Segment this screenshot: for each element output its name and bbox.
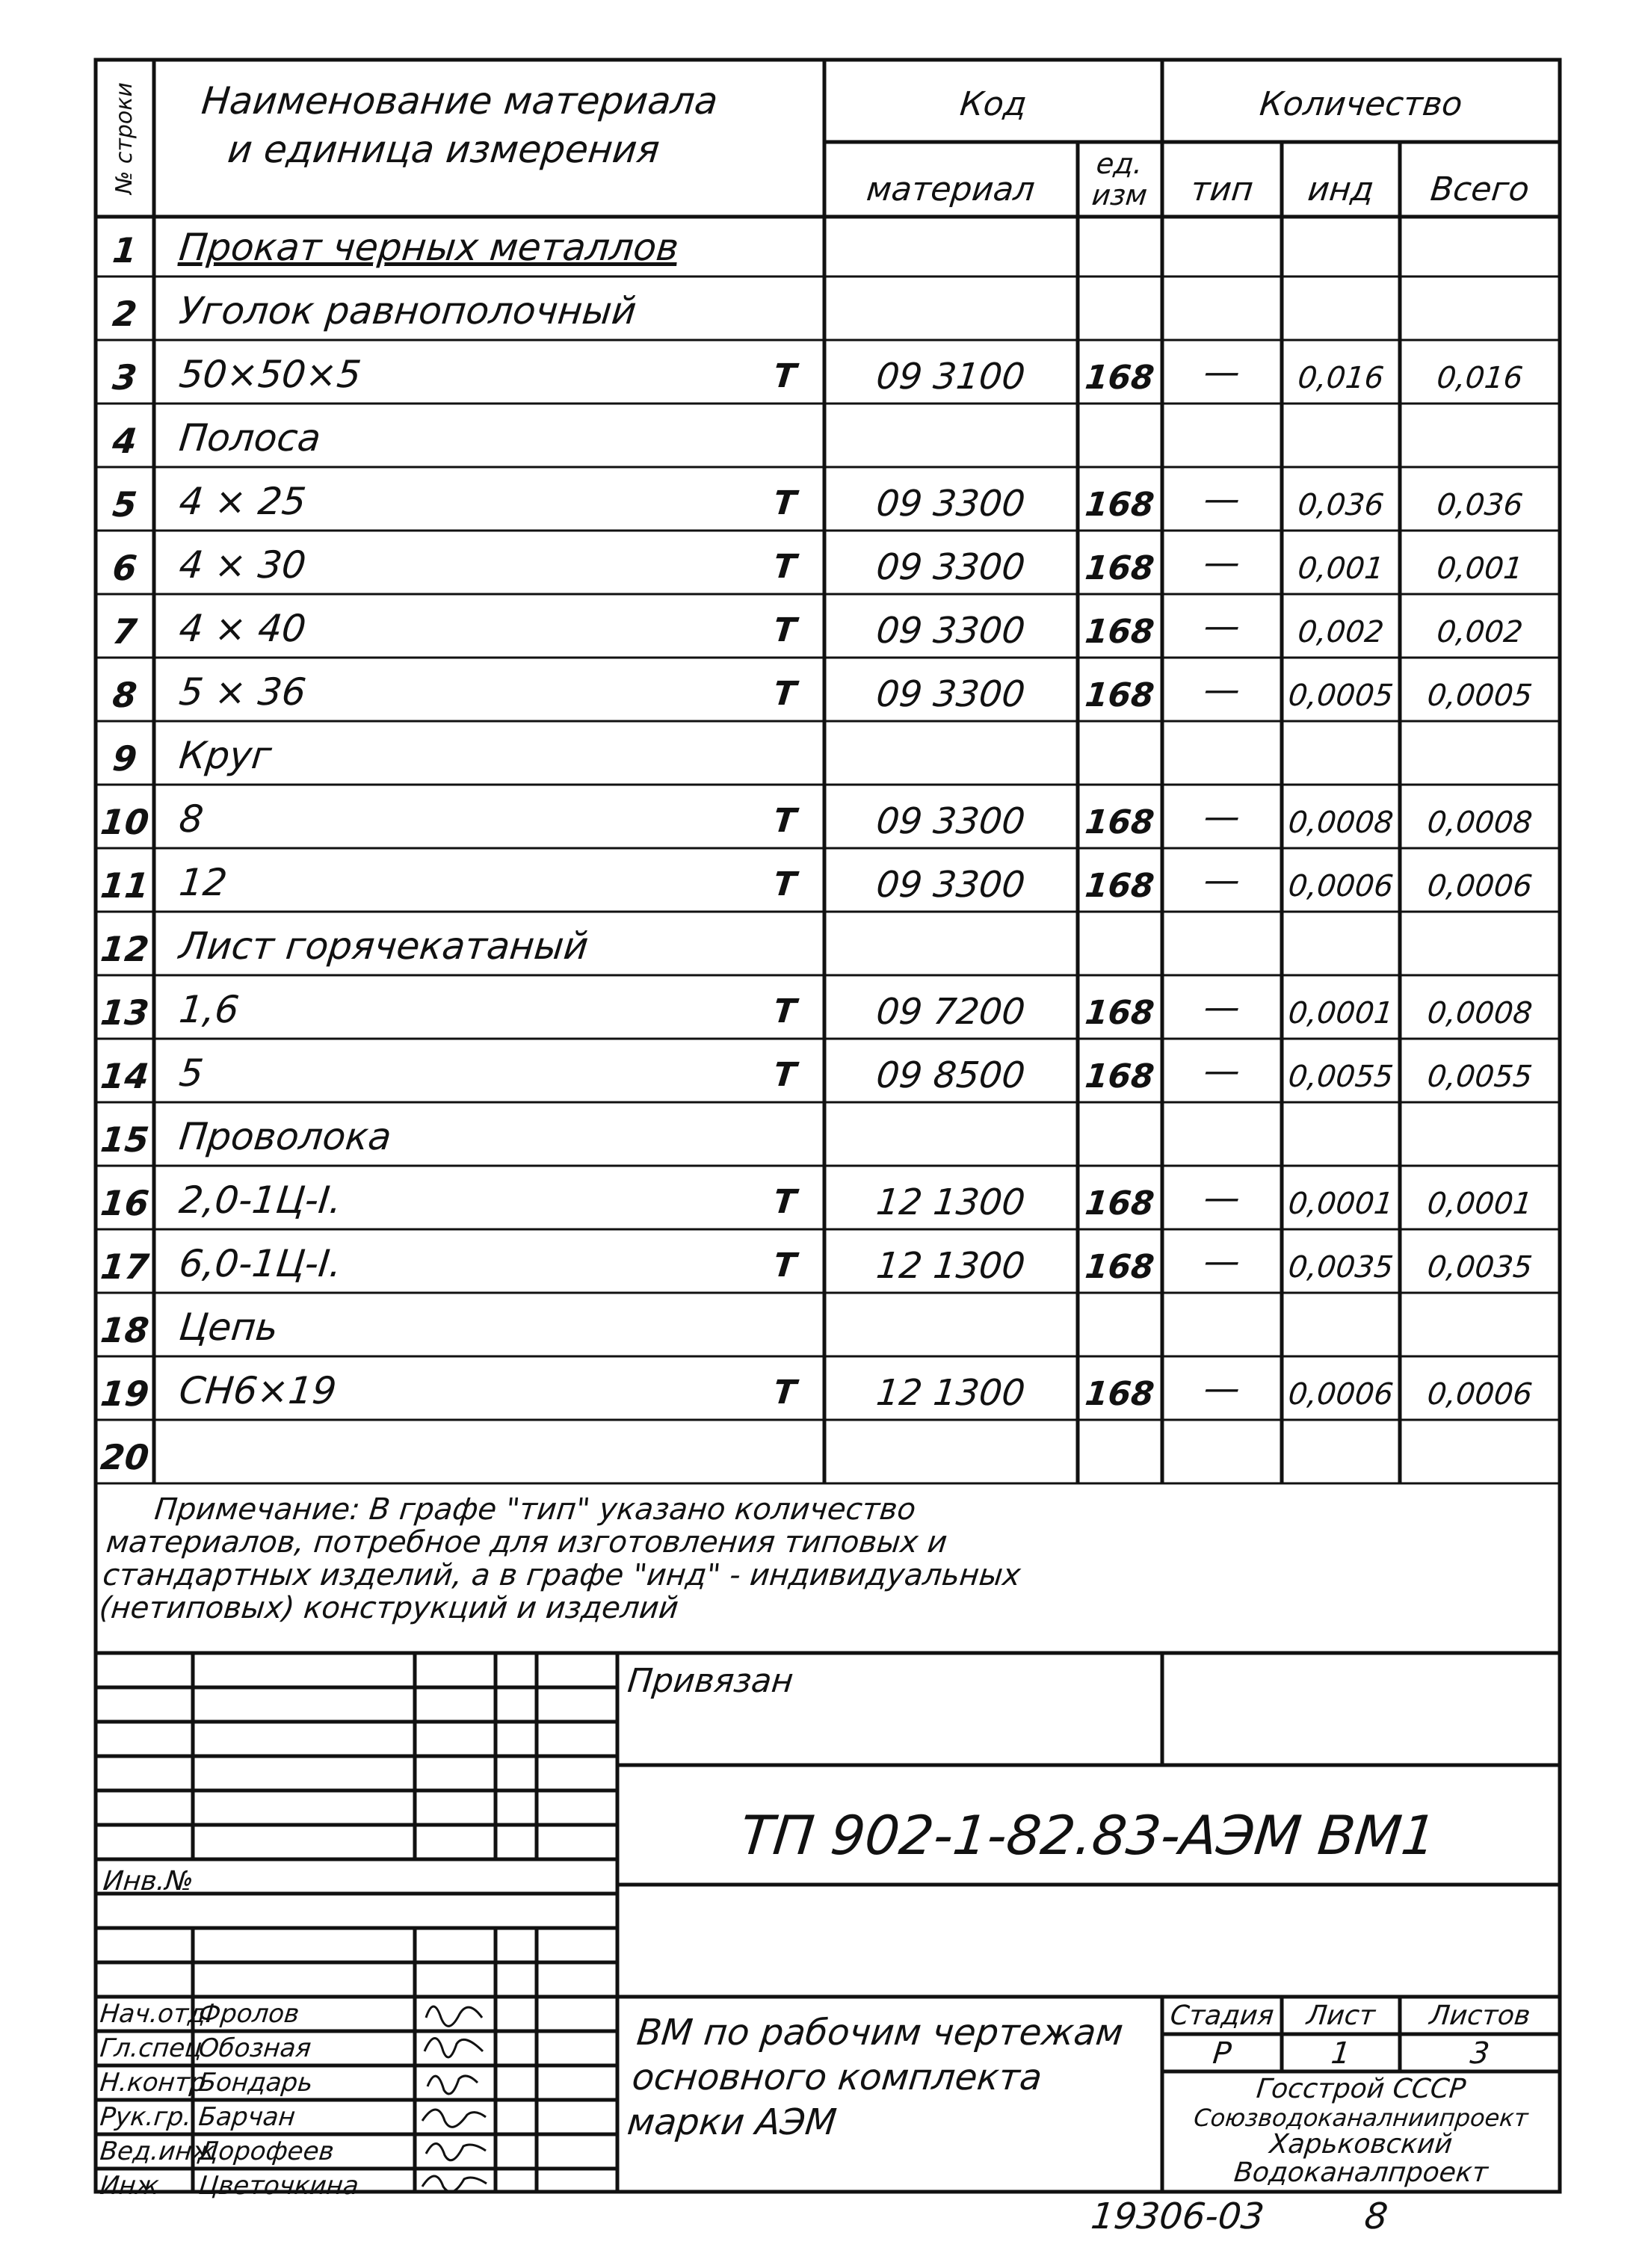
row-number: 15 xyxy=(99,1119,151,1160)
quantity-individual: 0,0006 xyxy=(1286,869,1395,903)
material-name: 1,6 xyxy=(176,988,241,1031)
quantity-individual: 0,0035 xyxy=(1286,1250,1395,1285)
row-number: 8 xyxy=(111,675,139,715)
material-name: 2,0-1Ц-I. xyxy=(176,1178,344,1222)
quantity-individual: 0,0001 xyxy=(1286,1187,1395,1221)
bound-to-label: Привязан xyxy=(626,1662,795,1700)
row-number: 9 xyxy=(111,738,139,779)
row-number-header: № строки xyxy=(111,82,138,194)
row-number: 13 xyxy=(99,992,151,1033)
material-code: 12 1300 xyxy=(874,1372,1028,1414)
organization-line3: Харьковский xyxy=(1268,2129,1454,2160)
row-number: 2 xyxy=(111,294,139,334)
signature-role: Гл.спец xyxy=(98,2033,204,2063)
quantity-individual: 0,0008 xyxy=(1286,806,1395,840)
page-number: 8 xyxy=(1362,2196,1390,2237)
material-code: 09 3100 xyxy=(874,356,1028,398)
signature-name: Бондарь xyxy=(197,2068,315,2098)
row-number: 1 xyxy=(111,230,139,271)
quantity-individual: 0,0006 xyxy=(1286,1377,1395,1412)
unit-code: 168 xyxy=(1083,676,1156,714)
material-name: 4 × 30 xyxy=(176,543,309,587)
quantity-total: 0,0006 xyxy=(1425,869,1534,903)
sheets-label: Листов xyxy=(1428,2000,1532,2031)
material-name: Круг xyxy=(176,734,274,777)
name-header-line1: Наименование материала xyxy=(199,79,720,123)
signature-role: Инж xyxy=(98,2171,161,2201)
material-name: 5 xyxy=(176,1051,206,1095)
unit-code: 168 xyxy=(1083,867,1156,905)
material-code: 12 1300 xyxy=(874,1245,1028,1287)
stage-value: Р xyxy=(1211,2036,1233,2071)
material-unit: Т xyxy=(771,1374,798,1412)
unit-code-header-line1: ед. xyxy=(1094,147,1145,180)
material-unit: Т xyxy=(771,1246,798,1285)
quantity-individual: 0,036 xyxy=(1296,488,1386,522)
quantity-type: — xyxy=(1202,986,1242,1028)
unit-code: 168 xyxy=(1083,486,1156,524)
quantity-type: — xyxy=(1202,478,1242,520)
material-unit: Т xyxy=(771,611,798,649)
quantity-individual: 0,002 xyxy=(1296,615,1386,649)
quantity-total: 0,0008 xyxy=(1425,996,1534,1031)
material-code: 09 3300 xyxy=(874,864,1028,906)
row-number: 12 xyxy=(99,929,151,969)
material-name: 4 × 25 xyxy=(176,480,309,523)
material-unit: Т xyxy=(771,1056,798,1094)
quantity-total: 0,001 xyxy=(1435,551,1525,586)
material-unit: Т xyxy=(771,865,798,903)
material-name: Прокат черных металлов xyxy=(176,226,681,269)
row-number: 17 xyxy=(99,1246,151,1287)
row-number: 16 xyxy=(99,1183,151,1223)
material-code: 09 7200 xyxy=(874,991,1028,1033)
row-number: 18 xyxy=(99,1310,151,1350)
unit-code: 168 xyxy=(1083,549,1156,587)
material-name: Цепь xyxy=(176,1306,280,1349)
material-code: 09 3300 xyxy=(874,610,1028,652)
unit-code: 168 xyxy=(1083,803,1156,841)
quantity-individual: 0,001 xyxy=(1296,551,1386,586)
quantity-individual: 0,016 xyxy=(1296,361,1386,395)
sheet-value: 1 xyxy=(1329,2036,1353,2071)
row-number: 10 xyxy=(99,802,151,842)
material-name: СН6×19 xyxy=(176,1369,339,1412)
quantity-type: — xyxy=(1202,796,1242,838)
quantity-type: — xyxy=(1202,1177,1242,1219)
unit-code: 168 xyxy=(1083,994,1156,1032)
total-header: Всего xyxy=(1428,170,1531,208)
signature-name: Цветочкина xyxy=(197,2171,360,2201)
stage-label: Стадия xyxy=(1168,2000,1276,2031)
inventory-number-label: Инв.№ xyxy=(101,1866,195,1897)
ind-header: инд xyxy=(1306,170,1376,208)
code-header: Код xyxy=(958,85,1029,123)
document-description: ВМ по рабочим чертежам основного комплекта марки АЭМ xyxy=(625,2012,1126,2143)
material-name: 50×50×5 xyxy=(176,353,363,396)
material-name: Лист горячекатаный xyxy=(176,924,590,968)
quantity-total: 0,0035 xyxy=(1425,1250,1534,1285)
signature-name: Барчан xyxy=(197,2102,297,2132)
quantity-individual: 0,0005 xyxy=(1286,679,1395,713)
material-unit: Т xyxy=(771,484,798,522)
signature-name: Фролов xyxy=(197,1999,301,2029)
quantity-type: — xyxy=(1202,542,1242,584)
row-number: 7 xyxy=(111,611,139,652)
material-name: 6,0-1Ц-I. xyxy=(176,1242,344,1285)
row-number: 6 xyxy=(111,548,139,588)
document-code: ТП 902-1-82.83-АЭМ ВМ1 xyxy=(737,1804,1439,1867)
material-code: 09 3300 xyxy=(874,483,1028,525)
quantity-header: Количество xyxy=(1258,85,1465,123)
row-number: 20 xyxy=(99,1437,151,1477)
signature-role: Рук.гр. xyxy=(98,2102,194,2132)
material-unit: Т xyxy=(771,992,798,1031)
quantity-individual: 0,0055 xyxy=(1286,1060,1395,1094)
organization-line4: Водоканалпроект xyxy=(1232,2157,1490,2188)
name-header-line2: и единица измерения xyxy=(225,128,662,171)
signature-role: Н.контр xyxy=(98,2068,208,2098)
material-code-header: материал xyxy=(865,170,1037,208)
material-code: 09 8500 xyxy=(874,1054,1028,1096)
quantity-type: — xyxy=(1202,605,1242,647)
material-name: 5 × 36 xyxy=(176,670,309,714)
unit-code: 168 xyxy=(1083,1375,1156,1413)
row-number: 11 xyxy=(99,865,151,906)
unit-code: 168 xyxy=(1083,613,1156,651)
material-unit: Т xyxy=(771,1183,798,1221)
type-header: тип xyxy=(1188,170,1256,208)
material-name: 4 × 40 xyxy=(176,607,309,650)
row-number: 5 xyxy=(111,484,139,525)
material-code: 12 1300 xyxy=(874,1181,1028,1223)
material-code: 09 3300 xyxy=(874,673,1028,715)
quantity-individual: 0,0001 xyxy=(1286,996,1395,1031)
unit-code: 168 xyxy=(1083,1057,1156,1096)
material-code: 09 3300 xyxy=(874,546,1028,588)
signature-role: Вед.инж xyxy=(98,2136,217,2166)
material-unit: Т xyxy=(771,357,798,395)
row-number: 19 xyxy=(99,1374,151,1414)
sheet-label: Лист xyxy=(1305,2000,1377,2031)
organization-line1: Госстрой СССР xyxy=(1255,2074,1467,2104)
unit-code: 168 xyxy=(1083,359,1156,397)
material-unit: Т xyxy=(771,548,798,586)
signature-name: Обозная xyxy=(197,2033,313,2063)
quantity-total: 0,0008 xyxy=(1425,806,1534,840)
row-number: 14 xyxy=(99,1056,151,1096)
quantity-total: 0,0001 xyxy=(1425,1187,1534,1221)
note-text: Примечание: В графе "тип" указано количество материалов, потребное для изготовления типовых и стандартных изделий, а в графе "инд" - индивидуальных (нетиповых) конструкций и изделий xyxy=(97,1492,1022,1625)
quantity-type: — xyxy=(1202,1050,1242,1092)
material-code: 09 3300 xyxy=(874,800,1028,842)
unit-code: 168 xyxy=(1083,1248,1156,1286)
quantity-total: 0,0055 xyxy=(1425,1060,1534,1094)
material-name: Проволока xyxy=(176,1115,394,1158)
unit-code-header-line2: изм xyxy=(1090,179,1149,211)
row-number: 4 xyxy=(111,421,139,461)
quantity-type: — xyxy=(1202,859,1242,901)
quantity-total: 0,016 xyxy=(1435,361,1525,395)
material-name: Полоса xyxy=(176,416,323,460)
row-number: 3 xyxy=(111,357,139,398)
signature-name: Дорофеев xyxy=(197,2136,336,2166)
quantity-type: — xyxy=(1202,351,1242,393)
quantity-total: 0,0006 xyxy=(1425,1377,1534,1412)
quantity-type: — xyxy=(1202,669,1242,711)
material-name: Уголок равнополочный xyxy=(176,289,639,333)
archive-number: 19306-03 xyxy=(1089,2196,1267,2237)
quantity-total: 0,0005 xyxy=(1425,679,1534,713)
material-name: 12 xyxy=(176,861,229,904)
material-name: 8 xyxy=(176,797,206,841)
signature-role: Нач.отд. xyxy=(98,1999,216,2029)
quantity-total: 0,036 xyxy=(1435,488,1525,522)
quantity-type: — xyxy=(1202,1240,1242,1282)
quantity-total: 0,002 xyxy=(1435,615,1525,649)
quantity-type: — xyxy=(1202,1368,1242,1409)
material-unit: Т xyxy=(771,802,798,840)
material-unit: Т xyxy=(771,675,798,713)
sheets-value: 3 xyxy=(1468,2036,1492,2071)
unit-code: 168 xyxy=(1083,1184,1156,1223)
organization-line2: Союзводоканалниипроект xyxy=(1192,2104,1530,2132)
